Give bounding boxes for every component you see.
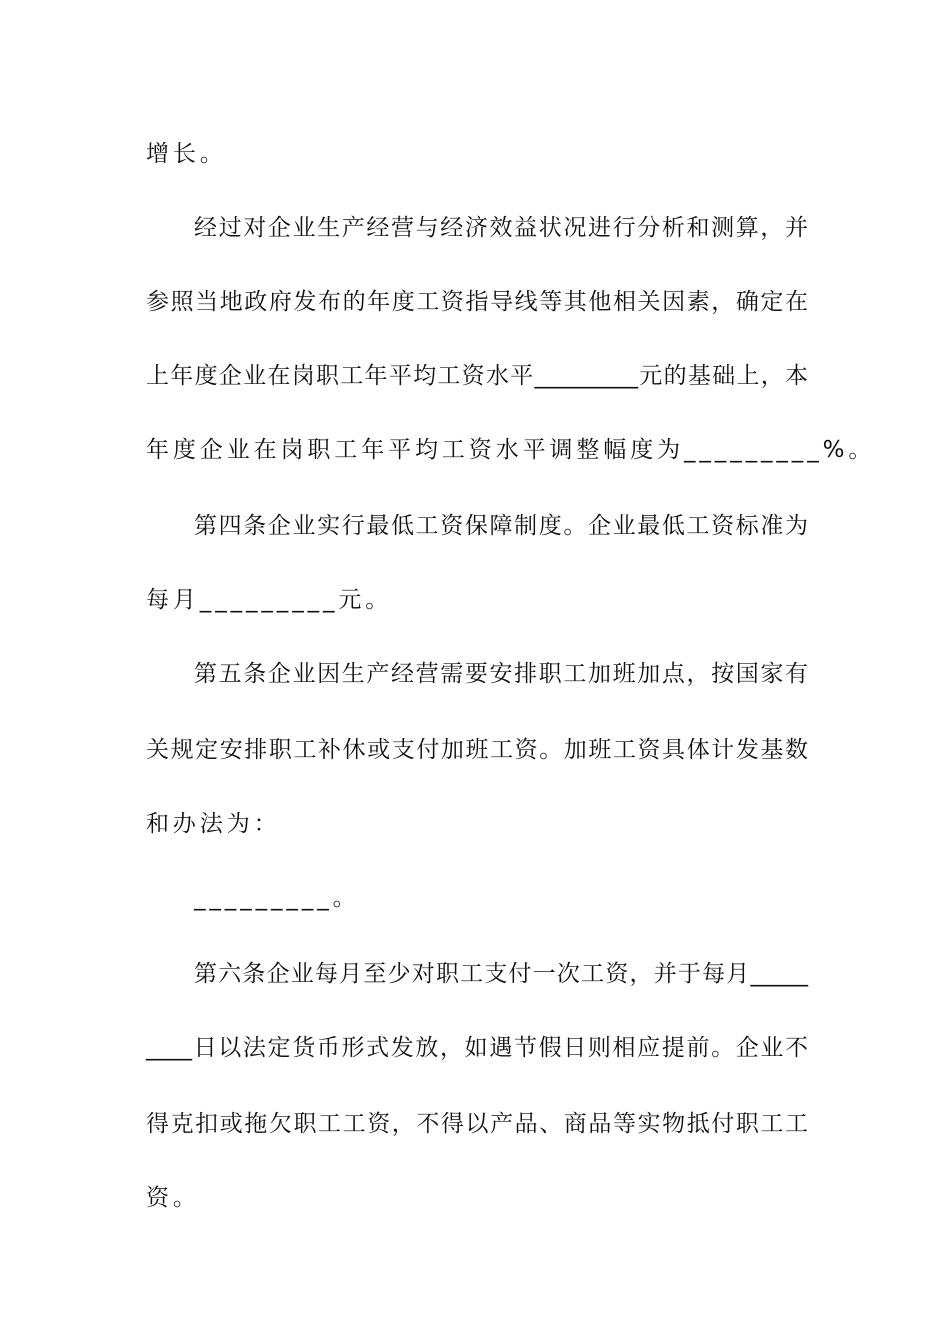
text-line-15: 资。 <box>146 1185 200 1211</box>
text-line-2: 经过对企业生产经营与经济效益状况进行分析和测算，并 <box>194 215 808 241</box>
text-line-14: 得克扣或拖欠职工工资，不得以产品、商品等实物抵付职工工 <box>146 1111 808 1137</box>
text-line-8: 第五条企业因生产经营需要安排职工加班加点，按国家有 <box>194 661 808 687</box>
text-line-6: 第四条企业实行最低工资保障制度。企业最低工资标准为 <box>194 513 808 539</box>
text-line-1: 增长。 <box>146 141 227 167</box>
text-line-3: 参照当地政府发布的年度工资指导线等其他相关因素，确定在 <box>146 289 808 315</box>
text-line-5: 年度企业在岗职工年平均工资水平调整幅度为_________%。 <box>146 437 876 463</box>
text-line-10: 和办法为： <box>146 811 281 837</box>
text-line-7: 每月_________元。 <box>146 587 393 613</box>
text-line-9: 关规定安排职工补休或支付加班工资。加班工资具体计发基数 <box>146 737 808 763</box>
text-line-4: 上年度企业在岗职工年平均工资水平_________元的基础上，本 <box>146 363 808 389</box>
text-line-11: _________。 <box>194 885 360 911</box>
text-line-13: ____日以法定货币形式发放，如遇节假日则相应提前。企业不 <box>146 1035 808 1061</box>
text-line-12: 第六条企业每月至少对职工支付一次工资，并于每月_____ <box>194 961 808 987</box>
